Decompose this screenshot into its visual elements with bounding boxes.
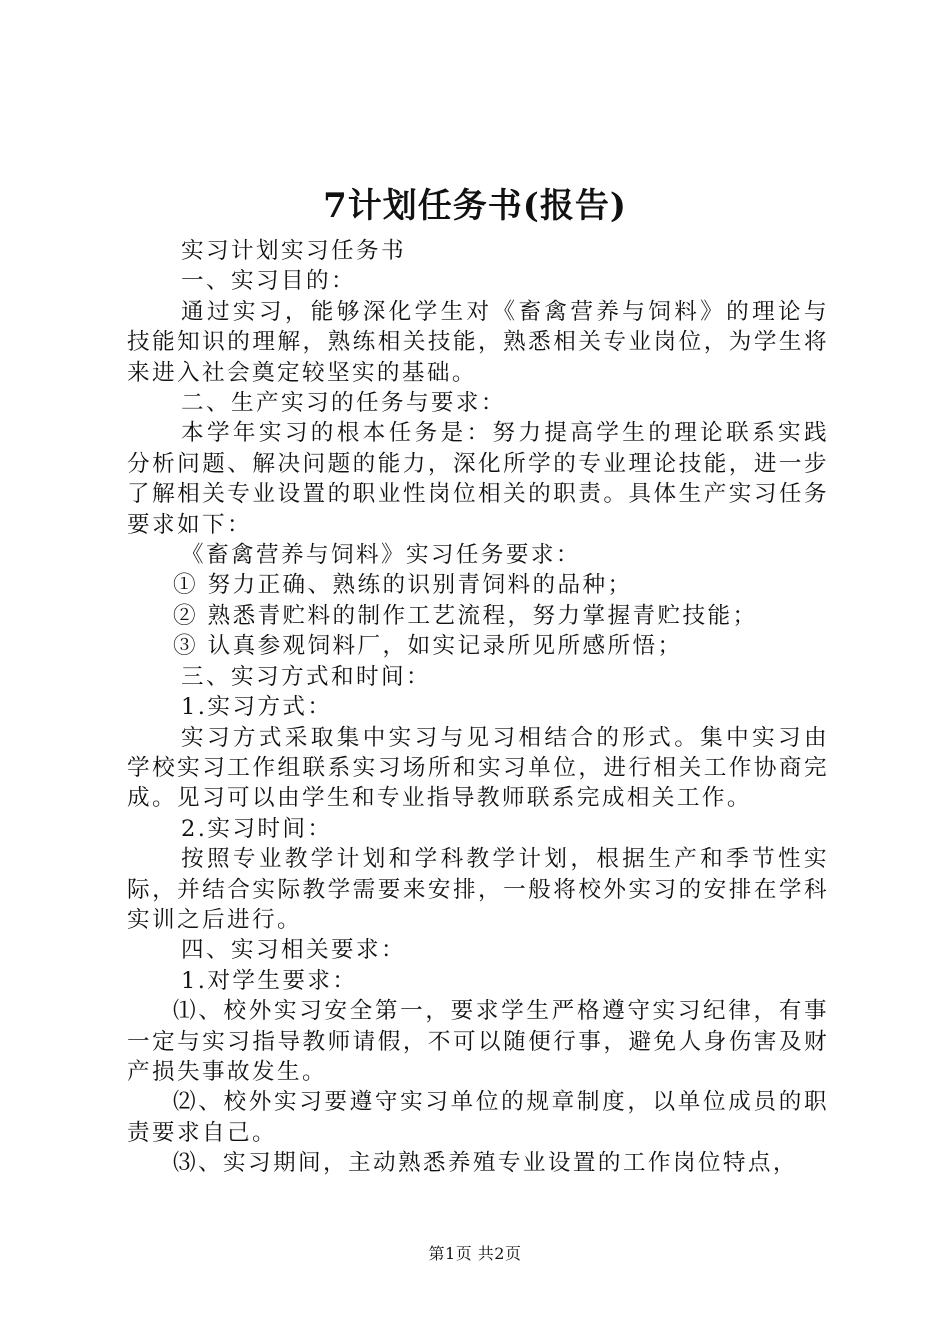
heading-section-2: 二、生产实习的任务与要求： [181,390,506,417]
list-item: ① 努力正确、熟练的识别青饲料的品种； [173,572,633,599]
paragraph: 本学年实习的根本任务是：努力提高学生的理论联系实践分析问题、解决问题的能力，深化所学的专业理论技能，进一步了解相关专业设置的职业性岗位相关的职责。具体生产实习任务要求如下： [127,420,829,538]
paragraph: 按照专业教学计划和学科教学计划，根据生产和季节性实际，并结合实际教学需要来安排，一般将校外实习的安排在学科实训之后进行。 [127,846,829,933]
heading-section-1: 一、实习目的： [181,268,356,295]
document-body [127,236,829,1179]
list-item: ② 熟悉青贮料的制作工艺流程，努力掌握青贮技能； [173,602,758,629]
subheading: 1.实习方式： [181,694,333,721]
paragraph: ⑵、校外实习要遵守实习单位的规章制度，以单位成员的职责要求自己。 [127,1089,829,1146]
paragraph: 实习方式采取集中实习与见习相结合的形式。集中实习由学校实习工作组联系实习场所和实习单位，进行相关工作协商完成。见习可以由学生和专业指导教师联系完成相关工作。 [127,724,829,812]
paragraph: 《畜禽营养与饲料》实习任务要求： [181,542,581,569]
document-title: 7计划任务书(报告) [323,186,627,226]
subheading: 1.对学生要求： [181,967,358,994]
subheading: 2.实习时间： [181,815,333,842]
heading-section-4: 四、实习相关要求： [181,937,406,964]
paragraph-subtitle: 实习计划实习任务书 [181,238,406,264]
paragraph: ⑴、校外实习安全第一，要求学生严格遵守实习纪律，有事一定与实习指导教师请假，不可以随便行事，避免人身伤害及财产损失事故发生。 [127,998,829,1085]
heading-section-3: 三、实习方式和时间： [181,663,431,690]
paragraph: ⑶、实习期间，主动熟悉养殖专业设置的工作岗位特点， [173,1150,798,1177]
list-item: ③ 认真参观饲料厂，如实记录所见所感所悟； [173,633,683,660]
paragraph: 通过实习，能够深化学生对《畜禽营养与饲料》的理论与技能知识的理解，熟练相关技能，熟悉相关专业岗位，为学生将来进入社会奠定较坚实的基础。 [127,298,829,386]
page-footer: 第1页 共2页 [428,1244,522,1263]
